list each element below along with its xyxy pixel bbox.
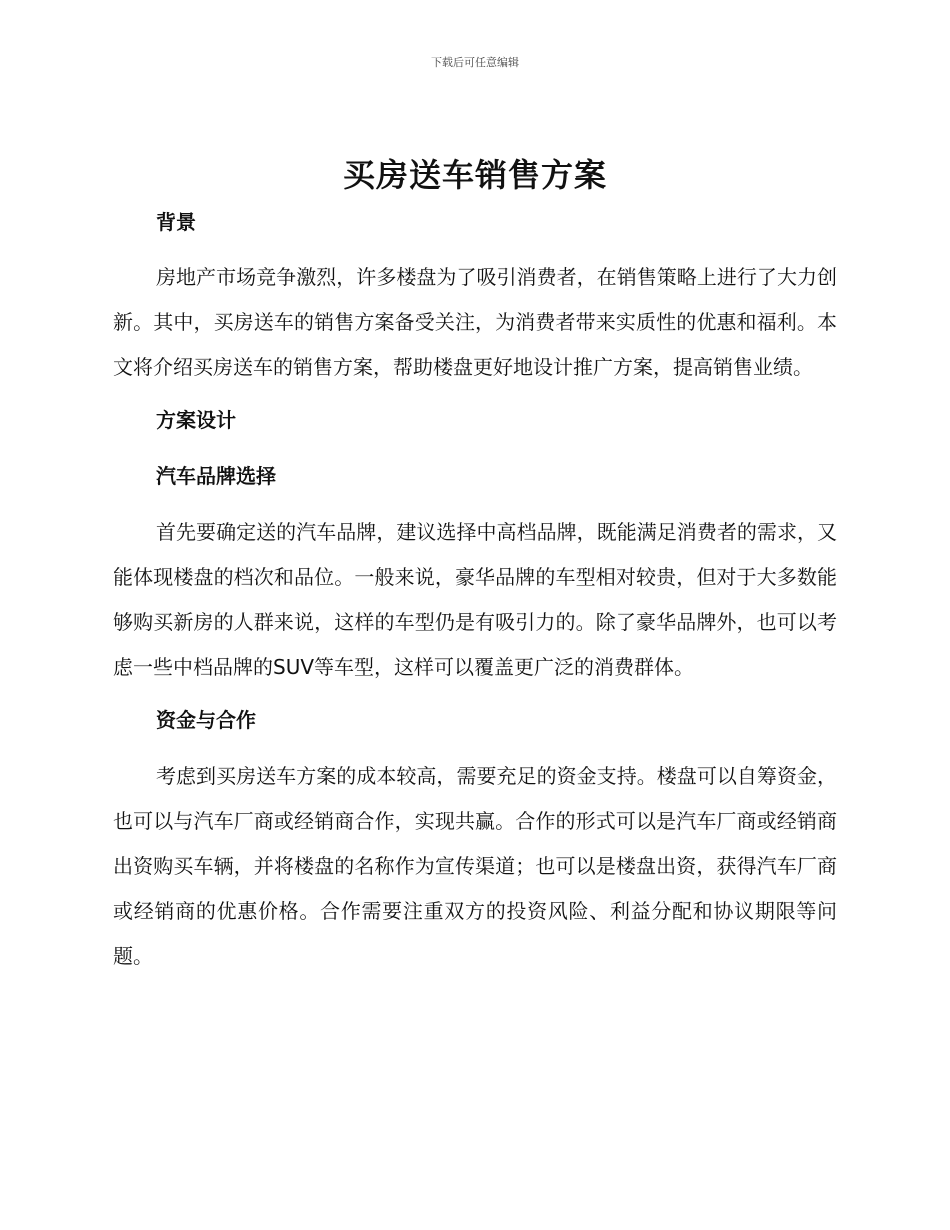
section-heading-funding: 资金与合作 — [156, 708, 256, 732]
section-heading-background: 背景 — [156, 210, 196, 234]
document-title: 买房送车销售方案 — [342, 156, 607, 194]
section-heading-design: 方案设计 — [156, 408, 236, 432]
section-heading-brand: 汽车品牌选择 — [156, 464, 276, 488]
header-note: 下载后可任意编辑 — [431, 56, 519, 69]
paragraph-background: 房地产市场竞争激烈，许多楼盘为了吸引消费者，在销售策略上进行了大力创新。其中，买房送车的销售方案备受关注，为消费者带来实质性的优惠和福利。本文将介绍买房送车的销售方案，帮助楼盘更好地设计推广方案，提高销售业绩。 — [113, 265, 837, 379]
paragraph-brand: 首先要确定送的汽车品牌，建议选择中高档品牌，既能满足消费者的需求，又能体现楼盘的档次和品位。一般来说，豪华品牌的车型相对较贵，但对于大多数能够购买新房的人群来说，这样的车型仍是有吸引力的。除了豪华品牌外，也可以考虑一些中档品牌的SUV等车型，这样可以覆盖更广泛的消费群体。 — [113, 520, 837, 679]
document-body — [113, 200, 837, 979]
paragraph-funding: 考虑到买房送车方案的成本较高，需要充足的资金支持。楼盘可以自筹资金，也可以与汽车厂商或经销商合作，实现共赢。合作的形式可以是汽车厂商或经销商出资购买车辆，并将楼盘的名称作为宣传渠道；也可以是楼盘出资，获得汽车厂商或经销商的优惠价格。合作需要注重双方的投资风险、利益分配和协议期限等问题。 — [113, 764, 837, 968]
